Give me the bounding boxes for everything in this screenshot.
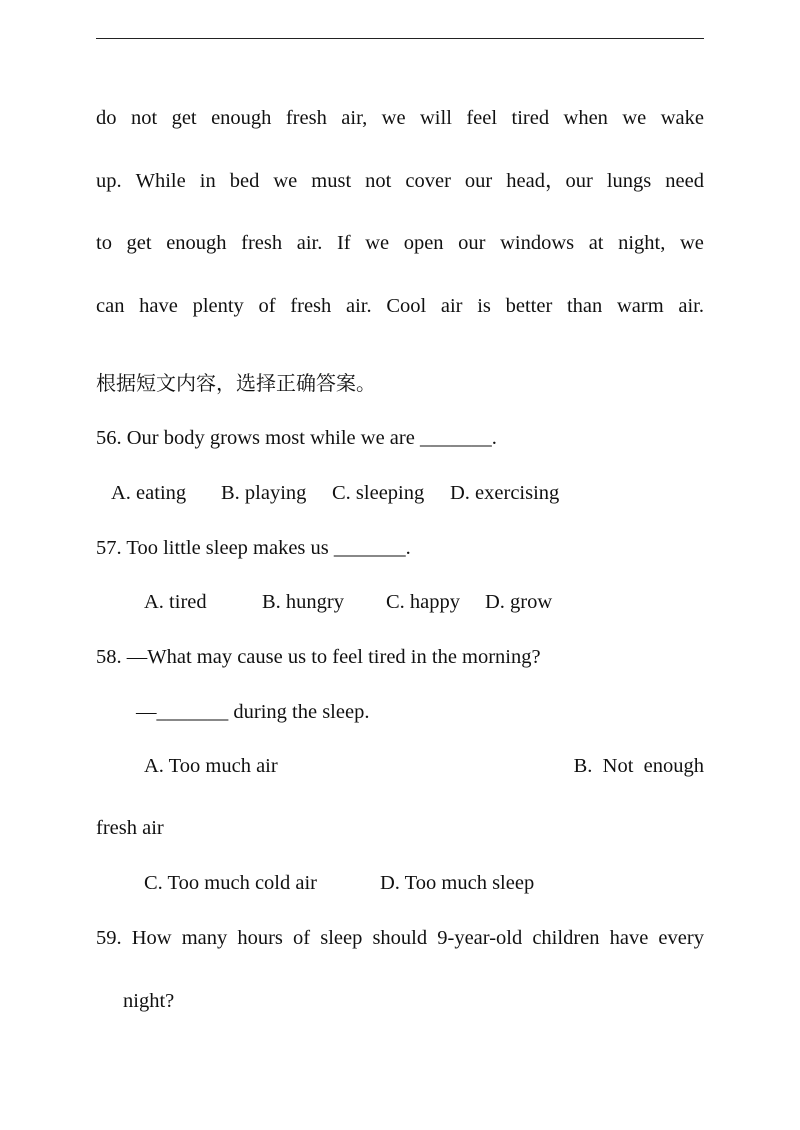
word: we	[381, 107, 406, 129]
option[interactable]: A. eating	[111, 482, 187, 504]
word: at	[588, 232, 604, 254]
word: in	[199, 170, 216, 192]
passage-line	[96, 294, 704, 318]
word: air.	[296, 232, 323, 254]
word: not	[130, 107, 158, 129]
word: tired	[511, 107, 550, 129]
word: While	[135, 170, 186, 192]
word: If	[336, 232, 351, 254]
word: must	[311, 170, 352, 192]
word: air.	[678, 295, 704, 317]
option[interactable]: D. exercising	[450, 482, 560, 504]
header-rule	[96, 38, 704, 39]
word: fresh	[241, 232, 283, 254]
option[interactable]: A. Too much air	[144, 755, 278, 777]
word: will	[420, 107, 452, 129]
word: 59.	[96, 927, 122, 949]
option[interactable]: D. grow	[485, 591, 553, 613]
word: need	[665, 170, 704, 192]
question-56-options	[111, 481, 559, 505]
word: of	[258, 295, 276, 317]
question-57-stem: 57. Too little sleep makes us _______.	[96, 537, 411, 559]
word: lungs	[606, 170, 652, 192]
word: we	[679, 232, 704, 254]
word: can	[96, 295, 125, 317]
word: of	[293, 927, 311, 949]
word: hours	[237, 927, 283, 949]
question-57-options	[144, 590, 552, 614]
option[interactable]: B. hungry	[262, 591, 344, 613]
word: have	[609, 927, 649, 949]
option[interactable]: C. sleeping	[332, 482, 425, 504]
passage-line	[96, 169, 704, 193]
word: open	[403, 232, 444, 254]
word: children	[532, 927, 600, 949]
question-58-answer-line: —_______ during the sleep.	[136, 701, 370, 723]
passage-line	[96, 106, 704, 130]
word: How	[131, 927, 172, 949]
word: air,	[341, 107, 368, 129]
word: up.	[96, 170, 122, 192]
word: is	[477, 295, 491, 317]
word: Cool	[386, 295, 427, 317]
word: plenty	[192, 295, 244, 317]
word: wake	[660, 107, 704, 129]
option[interactable]: C. Too much cold air	[144, 872, 317, 894]
instruction: 根据短文内容，选择正确答案。	[96, 373, 376, 395]
word: fresh	[290, 295, 332, 317]
word: every	[658, 927, 704, 949]
word: than	[566, 295, 603, 317]
passage-line	[96, 231, 704, 255]
option-b-part1[interactable]: B. Not enough	[573, 755, 704, 777]
word: we	[273, 170, 298, 192]
word: get	[126, 232, 152, 254]
word: air	[440, 295, 463, 317]
word: head，our	[506, 170, 593, 192]
question-59-stem	[96, 926, 704, 950]
word: our	[464, 170, 493, 192]
word: enough	[166, 232, 227, 254]
word: many	[181, 927, 228, 949]
word: to	[96, 232, 112, 254]
option[interactable]: C. happy	[386, 591, 461, 613]
word: night,	[618, 232, 666, 254]
word: enough	[211, 107, 272, 129]
word: our	[458, 232, 486, 254]
word: 9-year-old	[437, 927, 523, 949]
word: feel	[466, 107, 498, 129]
word: not	[365, 170, 392, 192]
option[interactable]: D. Too much sleep	[380, 872, 535, 894]
word: we	[622, 107, 647, 129]
word: cover	[405, 170, 451, 192]
word: air.	[345, 295, 372, 317]
option-b-part2[interactable]: fresh air	[96, 817, 164, 839]
word: bed	[229, 170, 260, 192]
word: windows	[500, 232, 575, 254]
question-58-options-cd	[144, 871, 534, 895]
word: do	[96, 107, 117, 129]
question-56-stem: 56. Our body grows most while we are _______.	[96, 427, 497, 449]
question-58-stem: 58. —What may cause us to feel tired in the morning?	[96, 646, 541, 668]
word: sleep	[320, 927, 363, 949]
word: better	[505, 295, 553, 317]
word: when	[563, 107, 608, 129]
word: we	[365, 232, 390, 254]
option[interactable]: A. tired	[144, 591, 207, 613]
word: get	[171, 107, 197, 129]
word: fresh	[285, 107, 327, 129]
question-59-stem-continued: night?	[123, 990, 175, 1012]
word: have	[139, 295, 178, 317]
word: warm	[616, 295, 664, 317]
word: should	[372, 927, 428, 949]
option[interactable]: B. playing	[221, 482, 307, 504]
